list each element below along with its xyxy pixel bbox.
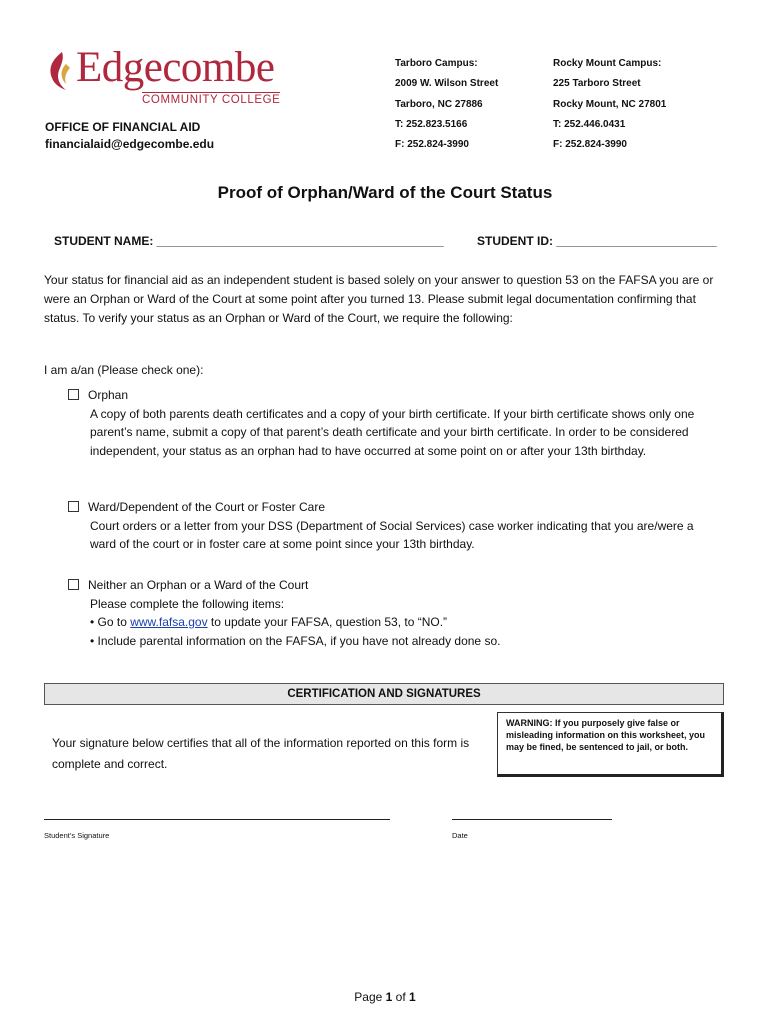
- page-of: of: [392, 990, 410, 1004]
- bullet-text: • Go to: [90, 615, 131, 629]
- student-name-field[interactable]: STUDENT NAME: ___________________________________________: [54, 234, 444, 248]
- instructions-intro: Please complete the following items:: [90, 596, 285, 611]
- option-neither: [68, 576, 708, 650]
- warning-box: WARNING: If you purposely give false or misleading information on this worksheet, you may be fined, be sentenced to jail, or both.: [497, 712, 724, 777]
- option-label: Orphan: [88, 388, 129, 402]
- instruction-bullet: [90, 613, 708, 632]
- instruction-bullet: • Include parental information on the FAFSA, if you have not already done so.: [90, 633, 501, 648]
- option-label: Ward/Dependent of the Court or Foster Care: [88, 500, 325, 514]
- option-instructions: [68, 595, 708, 651]
- page-prefix: Page: [354, 990, 386, 1004]
- student-signature-label: Student’s Signature: [44, 831, 110, 840]
- neither-checkbox[interactable]: [68, 579, 79, 590]
- bullet-text: to update your FAFSA, question 53, to “NO.”: [207, 615, 448, 629]
- document-title: Proof of Orphan/Ward of the Court Status: [217, 183, 553, 202]
- option-description: Court orders or a letter from your DSS (Department of Social Services) case worker indicating that you are/were a ward of the court or in foster care at some point since your 13th birthday.: [90, 518, 694, 551]
- intro-text: Your status for financial aid as an independent student is based solely on your answer to question 53 on the FAFSA you are or were an Orphan or Ward of the Court at some point after you turned 13. Please submit legal documentation confirming that status. To verify your status as an Orphan or Ward of the Court, we require the following:: [44, 273, 714, 325]
- campus-street: 225 Tarboro Street: [553, 78, 641, 90]
- office-email: financialaid@edgecombe.edu: [45, 137, 215, 151]
- campus-name: Rocky Mount Campus:: [553, 58, 662, 69]
- campus-street: 2009 W. Wilson Street: [395, 78, 499, 90]
- college-logo-name: Edgecombe: [76, 44, 275, 91]
- check-prompt: I am a/an (Please check one):: [44, 363, 204, 377]
- office-info: [45, 119, 214, 153]
- date-line[interactable]: [452, 819, 612, 820]
- campus-city: Rocky Mount, NC 27801: [553, 98, 667, 110]
- date-label: Date: [452, 831, 468, 840]
- page-current: 1: [385, 990, 393, 1004]
- rocky-mount-campus-info: [553, 54, 666, 155]
- certification-heading: CERTIFICATION AND SIGNATURES: [44, 683, 724, 705]
- option-description: A copy of both parents death certificates and a copy of your birth certificate. If your birth certificate shows only one parent’s name, submit a copy of that parent’s death certificate and your birth certificate. In order to be considered independent, your status as an orphan had to have occurred at some point on or after your 13th birthday.: [90, 406, 695, 458]
- tarboro-campus-info: [395, 54, 498, 155]
- student-id-field[interactable]: STUDENT ID: ________________________: [477, 234, 717, 248]
- ward-checkbox[interactable]: [68, 501, 79, 512]
- college-logo-subtitle: COMMUNITY COLLEGE: [142, 94, 281, 106]
- campus-fax: F: 252.824-3990: [553, 139, 627, 151]
- option-label: Neither an Orphan or a Ward of the Court: [88, 578, 309, 592]
- option-orphan: [68, 386, 708, 460]
- intro-paragraph: [44, 271, 734, 328]
- page-number: [0, 990, 770, 1004]
- page-total: 1: [409, 990, 416, 1004]
- option-ward-of-court: [68, 498, 708, 554]
- flame-logo-icon: [44, 50, 74, 92]
- student-signature-line[interactable]: [44, 819, 390, 820]
- orphan-checkbox[interactable]: [68, 389, 79, 400]
- campus-name: Tarboro Campus:: [395, 58, 478, 69]
- certification-statement: Your signature below certifies that all of the information reported on this form is complete and correct.: [52, 736, 470, 771]
- campus-phone: T: 252.823.5166: [395, 118, 468, 130]
- campus-phone: T: 252.446.0431: [553, 118, 626, 130]
- campus-fax: F: 252.824-3990: [395, 139, 469, 151]
- fafsa-link[interactable]: www.fafsa.gov: [130, 615, 208, 629]
- campus-city: Tarboro, NC 27886: [395, 98, 483, 110]
- office-title: OFFICE OF FINANCIAL AID: [45, 120, 201, 134]
